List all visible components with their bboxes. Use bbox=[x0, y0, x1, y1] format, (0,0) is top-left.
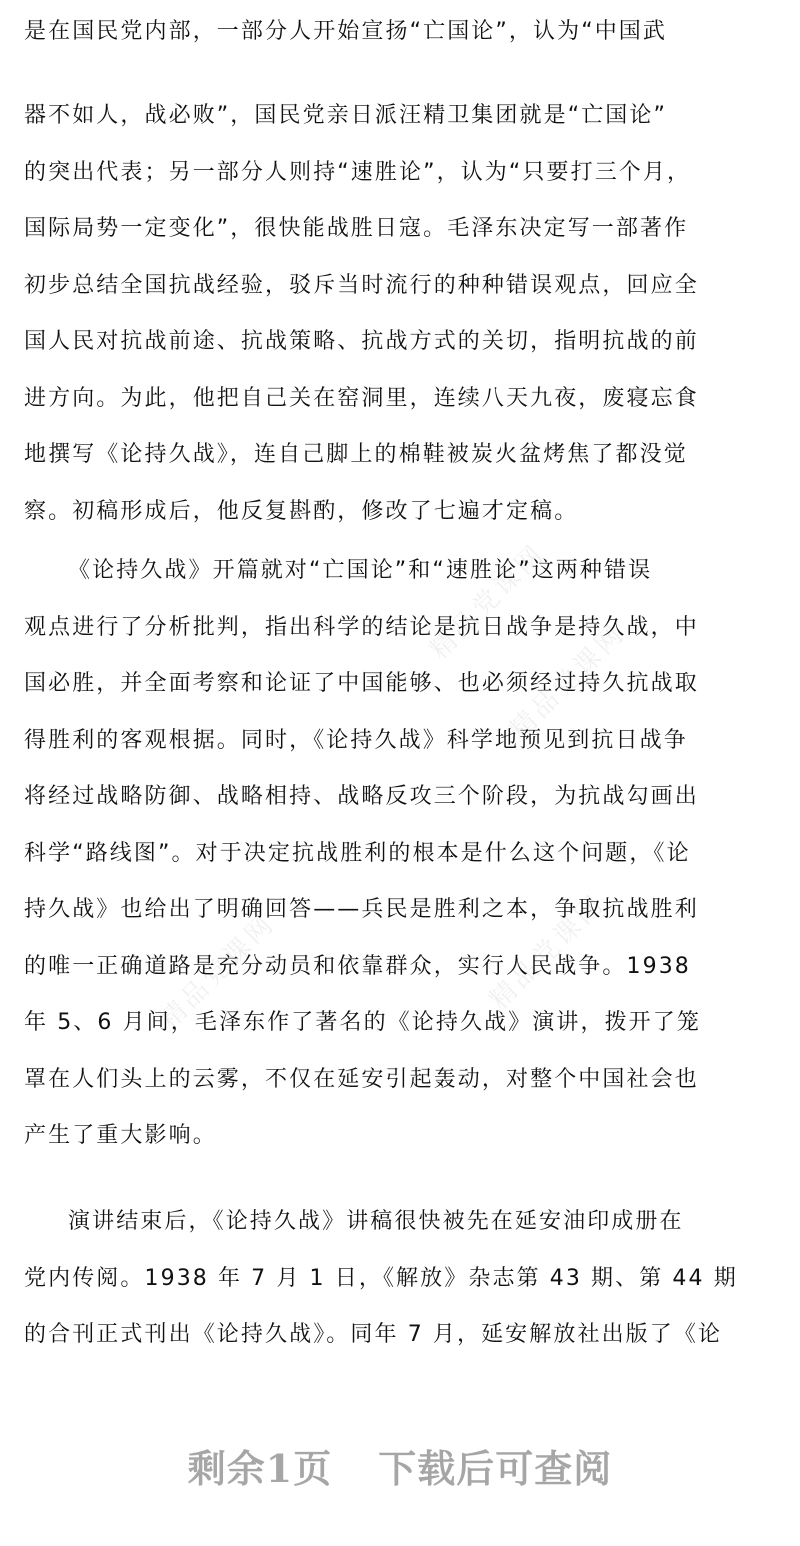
text-line: 科学“路线图”。对于决定抗战胜利的根本是什么这个问题，《论 bbox=[24, 841, 691, 866]
text-line: 年 5、6 月间，毛泽东作了著名的《论持久战》演讲，拨开了笼 bbox=[24, 1010, 701, 1035]
text-line: 持久战》也给出了明确回答——兵民是胜利之本，争取抗战胜利 bbox=[24, 897, 699, 922]
text-line: 器不如人，战必败”，国民党亲日派汪精卫集团就是“亡国论” bbox=[24, 103, 667, 128]
text-line: 罩在人们头上的云雾，不仅在延安引起轰动，对整个中国社会也 bbox=[24, 1067, 699, 1092]
text-line: 的唯一正确道路是充分动员和依靠群众，实行人民战争。1938 bbox=[24, 954, 691, 979]
text-line: 地撰写《论持久战》，连自己脚上的棉鞋被炭火盆烤焦了都没觉 bbox=[24, 442, 688, 467]
remaining-pages-label: 剩余1页 bbox=[187, 1446, 333, 1491]
download-prompt[interactable] bbox=[0, 1444, 800, 1494]
text-line: 观点进行了分析批判，指出科学的结论是抗日战争是持久战，中 bbox=[24, 615, 699, 640]
text-line: 是在国民党内部，一部分人开始宣扬“亡国论”，认为“中国武 bbox=[24, 19, 667, 44]
watermark: 精品党课网 bbox=[504, 618, 632, 746]
text-line: 的突出代表；另一部分人则持“速胜论”，认为“只要打三个月， bbox=[24, 160, 692, 185]
text-line: 党内传阅。1938 年 7 月 1 日，《解放》杂志第 43 期、第 44 期 bbox=[24, 1266, 738, 1291]
paragraph-start-line: 《论持久战》开篇就对“亡国论”和“速胜论”这两种错误 bbox=[68, 558, 653, 583]
text-line: 得胜利的客观根据。同时，《论持久战》科学地预见到抗日战争 bbox=[24, 728, 688, 753]
watermark: 精品党课网 bbox=[424, 538, 552, 666]
text-line: 国际局势一定变化”，很快能战胜日寇。毛泽东决定写一部著作 bbox=[24, 216, 689, 241]
text-line: 进方向。为此，他把自己关在窑洞里，连续八天九夜，废寝忘食 bbox=[24, 386, 699, 411]
text-line: 的合刊正式刊出《论持久战》。同年 7 月，延安解放社出版了《论 bbox=[24, 1322, 723, 1347]
download-to-view-label: 下载后可查阅 bbox=[378, 1446, 613, 1491]
paragraph-start-line: 演讲结束后，《论持久战》讲稿很快被先在延安油印成册在 bbox=[68, 1209, 684, 1234]
text-line: 初步总结全国抗战经验，驳斥当时流行的种种错误观点，回应全 bbox=[24, 273, 699, 298]
text-line: 将经过战略防御、战略相持、战略反攻三个阶段，为抗战勾画出 bbox=[24, 784, 699, 809]
text-line: 国必胜，并全面考察和论证了中国能够、也必须经过持久抗战取 bbox=[24, 671, 699, 696]
text-line: 察。初稿形成后，他反复斟酌，修改了七遍才定稿。 bbox=[24, 499, 579, 524]
text-line: 国人民对抗战前途、抗战策略、抗战方式的关切，指明抗战的前 bbox=[24, 329, 699, 354]
text-line: 产生了重大影响。 bbox=[24, 1123, 217, 1148]
watermark: 精品党课网 bbox=[154, 908, 282, 1036]
watermark: 精品党课网 bbox=[484, 888, 612, 1016]
